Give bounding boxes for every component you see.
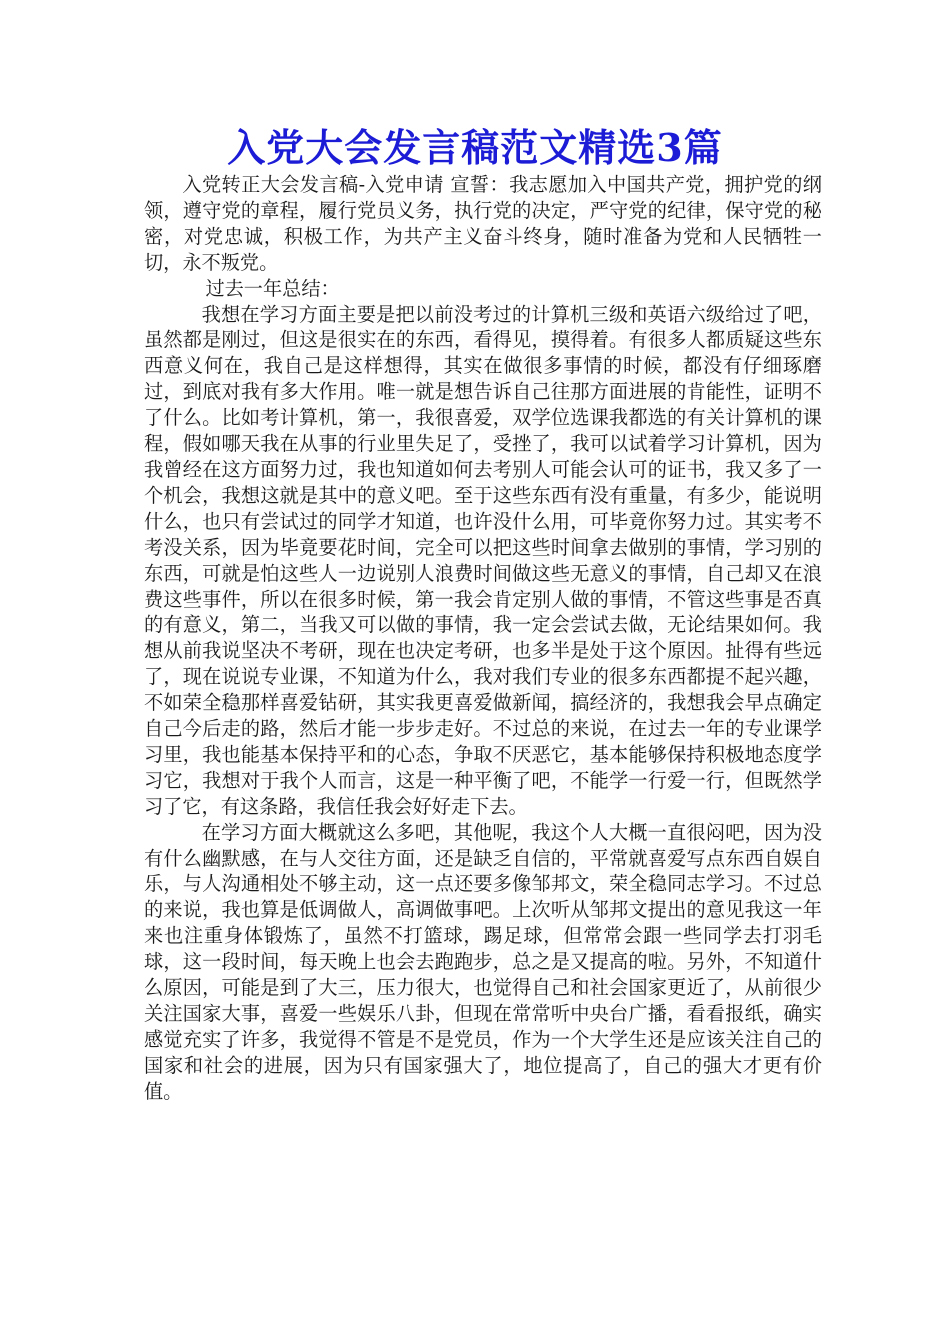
study-paragraph: 我想在学习方面主要是把以前没考过的计算机三级和英语六级给过了吧，虽然都是刚过，但这是很实在的东西，看得见，摸得着。有很多人都质疑这些东西意义何在，我自己是这样想得，其实在做很多事情的时候，都没有仔细琢磨过，到底对我有多大作用。唯一就是想告诉自己往那方面进展的肯能性，证明不了什么。比如考计算机，第一，我很喜爱，双学位选课我都选的有关计算机的课程，假如哪天我在从事的行业里失足了，受挫了，我可以试着学习计算机，因为我曾经在这方面努力过，我也知道如何去考别人可能会认可的证书，我又多了一个机会，我想这就是其中的意义吧。至于这些东西有没有重量，有多少，能说明什么，也只有尝试过的同学才知道，也许没什么用，可毕竟你努力过。其实考不考没关系，因为毕竟要花时间，完全可以把这些时间拿去做别的事情，学习别的东西，可就是怕这些人一边说别人浪费时间做这些无意义的事情，自己却又在浪费这些事件，所以在很多时候，第一我会肯定别人做的事情，不管这些事是否真的有意义，第二，当我又可以做的事情，我一定会尝试去做，无论结果如何。我想从前我说坚决不考研，现在也决定考研，也多半是处于这个原因。扯得有些远了，现在说说专业课，不知道为什么，我对我们专业的很多东西都提不起兴趣，不如荣全稳那样喜爱钻研，其实我更喜爱做新闻，搞经济的，我想我会早点确定自己今后走的路，然后才能一步步走好。不过总的来说，在过去一年的专业课学习里，我也能基本保持平和的心态，争取不厌恶它，基本能够保持积极地态度学习它，我想对于我个人而言，这是一种平衡了吧，不能学一行爱一行，但既然学习了它，有这条路，我信任我会好好走下去。 <box>144 302 822 818</box>
summary-heading: 过去一年总结： <box>205 276 340 300</box>
document-title: 入党大会发言稿范文精选3篇 <box>227 125 723 170</box>
document-body <box>144 172 822 1105</box>
oath-paragraph: 入党转正大会发言稿-入党申请 宣誓：我志愿加入中国共产党，拥护党的纲领，遵守党的章程，履行党员义务，执行党的决定，严守党的纪律，保守党的秘密，对党忠诚，积极工作，为共产主义奋斗终身，随时准备为党和人民牺牲一切，永不叛党。 <box>144 173 822 274</box>
personal-paragraph: 在学习方面大概就这么多吧，其他呢，我这个人大概一直很闷吧，因为没有什么幽默感，在与人交往方面，还是缺乏自信的，平常就喜爱写点东西自娱自乐，与人沟通相处不够主动，这一点还要多像邹邦文，荣全稳同志学习。不过总的来说，我也算是低调做人，高调做事吧。上次听从邹邦文提出的意见我这一年来也注重身体锻炼了，虽然不打篮球，踢足球，但常常会跟一些同学去打羽毛球，这一段时间，每天晚上也会去跑跑步，总之是又提高的啦。另外，不知道什么原因，可能是到了大三，压力很大，也觉得自己和社会国家更近了，从前很少关注国家大事，喜爱一些娱乐八卦，但现在常常听中央台广播，看看报纸，确实感觉充实了许多，我觉得不管是不是党员，作为一个大学生还是应该关注自己的国家和社会的进展，因为只有国家强大了，地位提高了，自己的强大才更有价值。 <box>144 820 822 1103</box>
